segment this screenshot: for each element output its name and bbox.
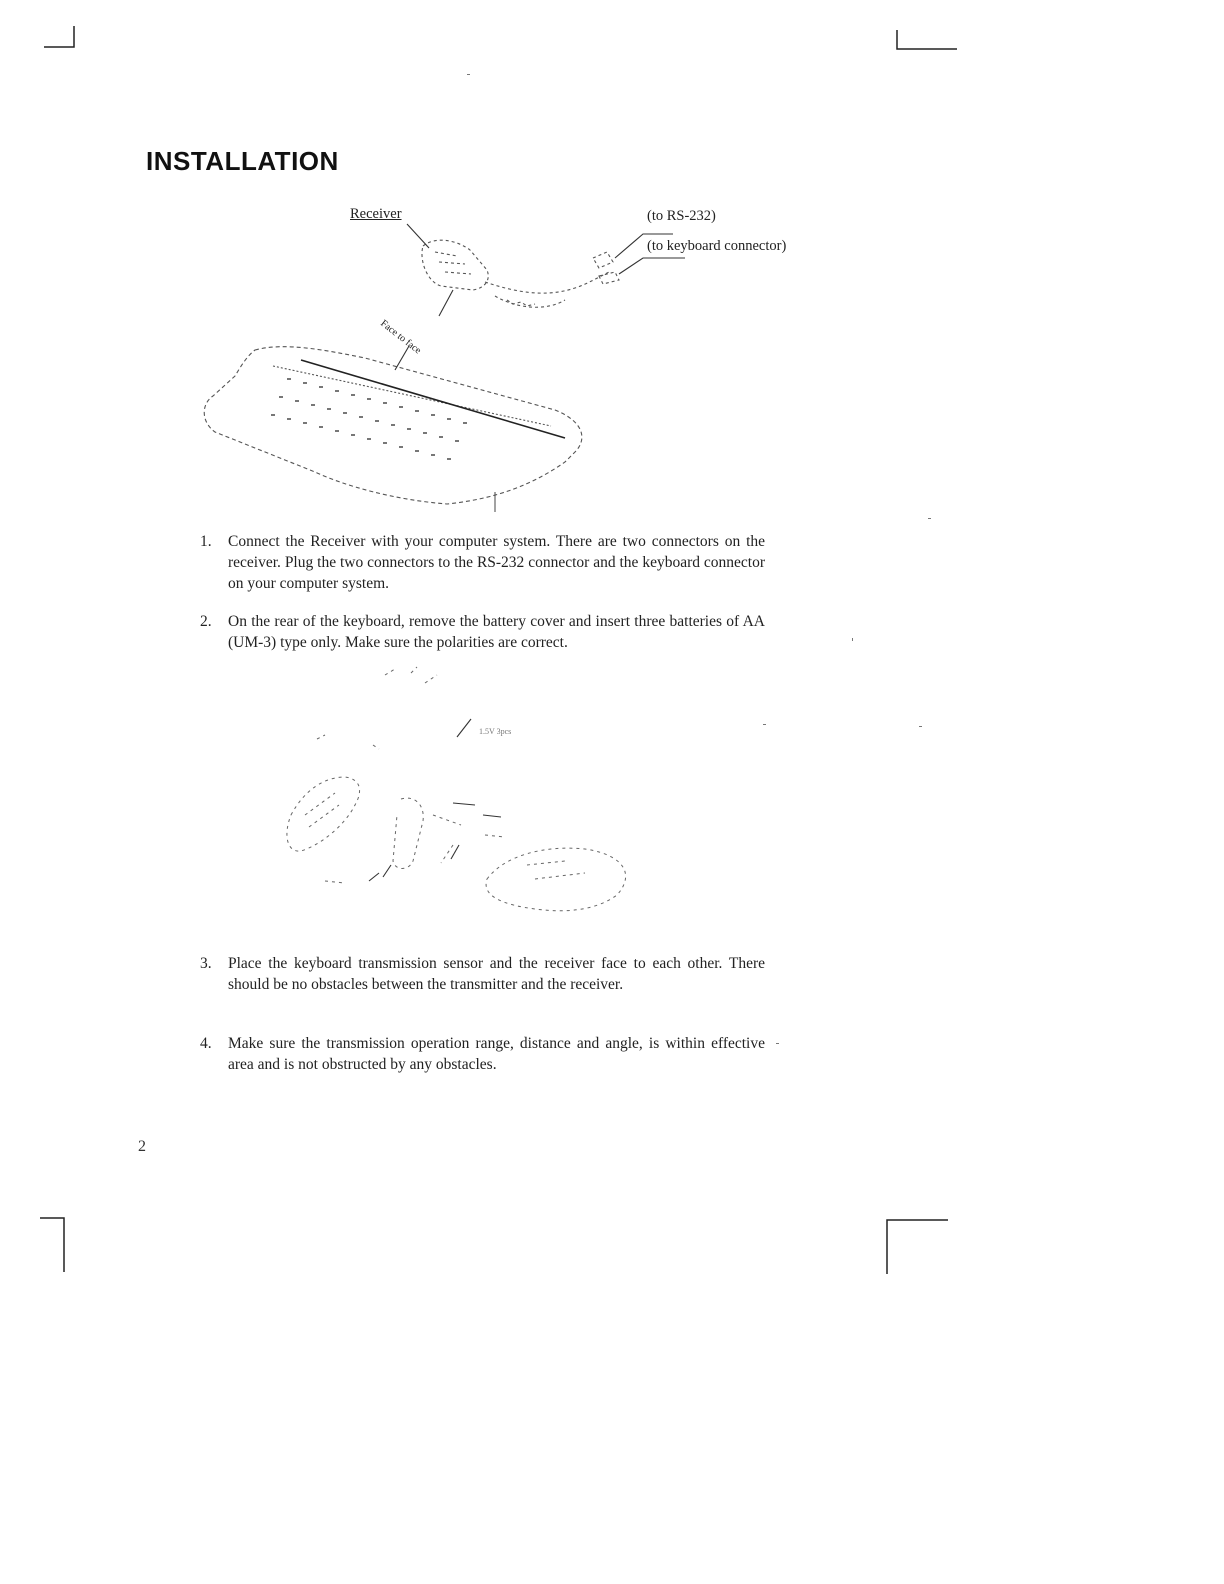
- battery-label: 1.5V 3pcs: [479, 727, 512, 736]
- scan-speck: [763, 724, 766, 725]
- scan-speck: [467, 74, 470, 75]
- scan-speck: [852, 638, 853, 641]
- crop-mark-bottom-right: [884, 1216, 952, 1276]
- step-number: 4.: [200, 1035, 212, 1052]
- step-text: On the rear of the keyboard, remove the battery cover and insert three batteries of AA (UM-3) type only. Make sure the polarities are correct.: [228, 613, 765, 651]
- crop-mark-top-left: [40, 24, 80, 50]
- step-text: Place the keyboard transmission sensor and the receiver face to each other. There should be no obstacles between the transmitter and the receiver.: [228, 955, 765, 993]
- step-number: 3.: [200, 955, 212, 972]
- scan-speck: [776, 1043, 779, 1044]
- keyboard-connector-label: (to keyboard connector): [647, 238, 787, 254]
- scan-speck: [928, 518, 931, 519]
- face-to-face-label: Face to face: [378, 318, 424, 357]
- figure-receiver-keyboard: [195, 200, 815, 520]
- crop-mark-top-right: [893, 28, 963, 52]
- crop-mark-bottom-left: [38, 1214, 72, 1274]
- page-title: INSTALLATION: [146, 146, 339, 176]
- page-number: 2: [138, 1138, 146, 1155]
- rs232-label: (to RS-232): [647, 208, 716, 224]
- step-4: [200, 1033, 765, 1075]
- step-3: [200, 953, 765, 995]
- step-text: Connect the Receiver with your computer system. There are two connectors on the receiver. Plug the two connectors to the RS-232 connector and the keyboard connector on your computer system.: [228, 533, 765, 592]
- battery-insertion-illustration: [265, 665, 645, 925]
- step-number: 2.: [200, 613, 212, 630]
- step-number: 1.: [200, 533, 212, 550]
- step-text: Make sure the transmission operation range, distance and angle, is within effective area and is not obstructed by any obstacles.: [228, 1035, 765, 1073]
- step-2: [200, 611, 765, 653]
- step-1: [200, 531, 765, 594]
- figure-battery-insertion: [265, 665, 645, 925]
- receiver-label: Receiver: [350, 206, 402, 222]
- scan-speck: [919, 726, 922, 727]
